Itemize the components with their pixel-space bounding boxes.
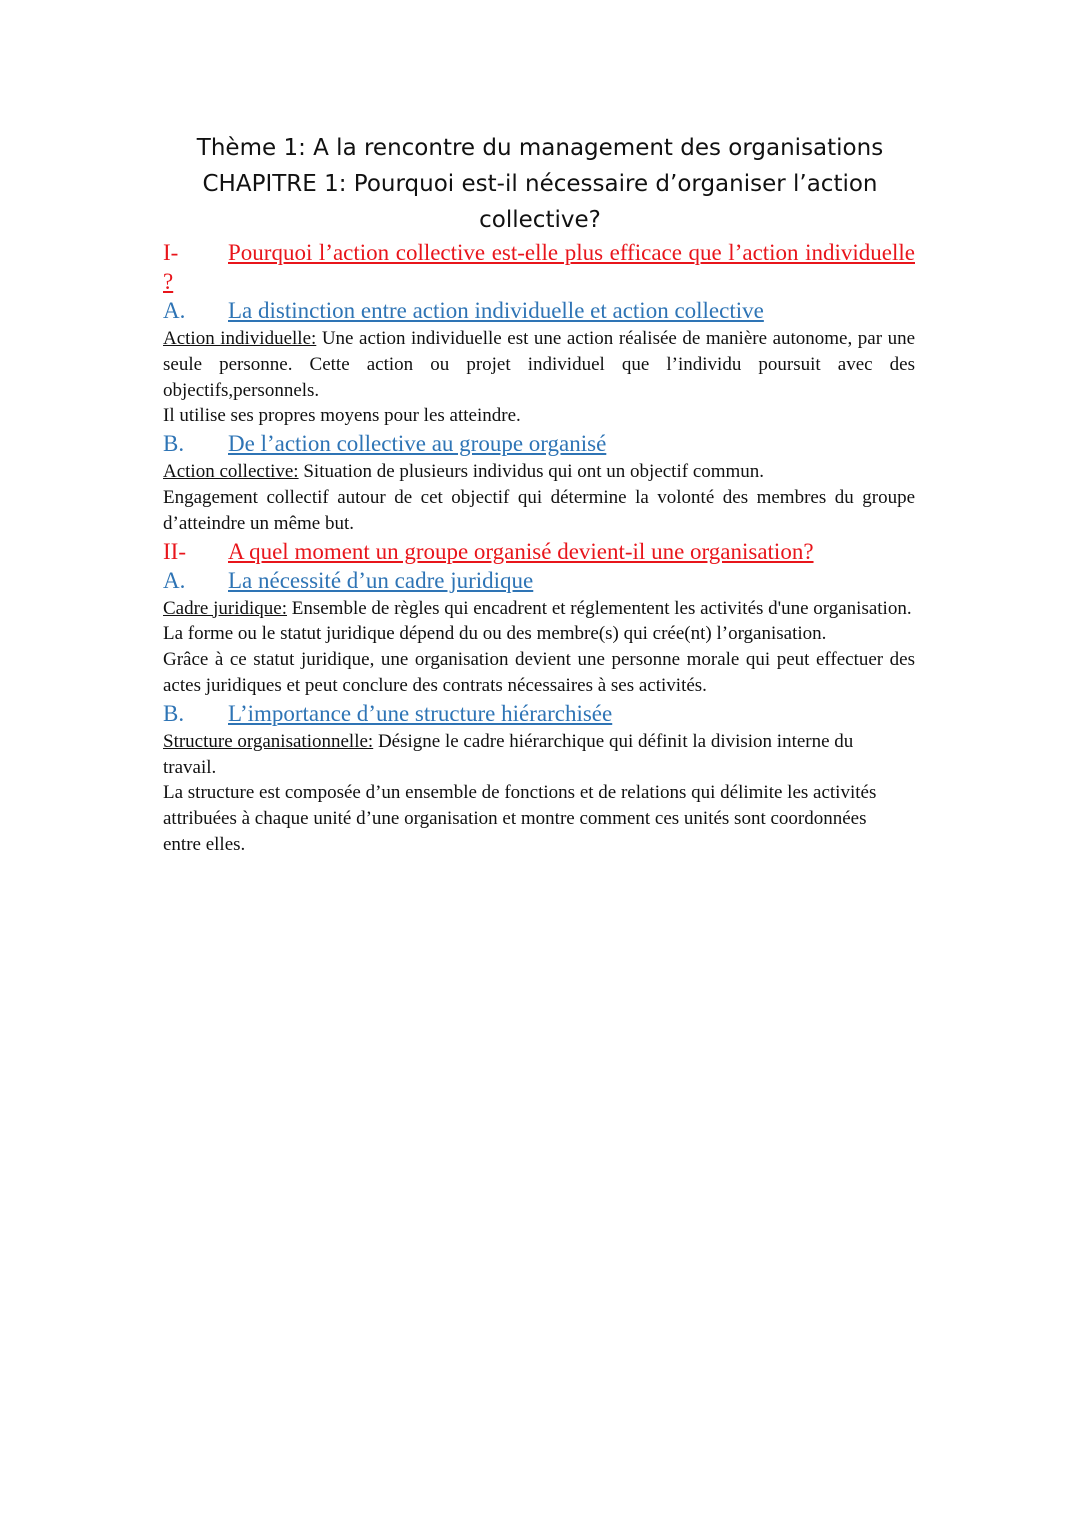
document-title (150, 130, 930, 238)
subsection-heading-2b (163, 699, 915, 729)
section-number: II- (163, 538, 186, 564)
section-title: A quel moment un groupe organisé devient-il une organisation? (228, 538, 814, 564)
paragraph: Engagement collectif autour de cet objectif qui détermine la volonté des membres du groupe d’atteindre un même but. (163, 486, 915, 534)
subsection-number: B. (163, 431, 185, 457)
section-heading-2 (163, 537, 875, 566)
subsection-title: La nécessité d’un cadre juridique (228, 567, 534, 593)
title-chapter-cont: collective? (479, 207, 601, 233)
subsection-heading-1a (163, 296, 915, 326)
definition-term: Structure organisationnelle: (163, 730, 374, 752)
subsection-title: L’importance d’une structure hiérarchisée (228, 700, 613, 726)
paragraph-definition (163, 596, 915, 622)
paragraph: Grâce à ce statut juridique, une organisation devient une personne morale qui peut effectuer des actes juridiques et peut conclure des contrats nécessaires à ses activités. (163, 649, 915, 696)
definition-text: Une action individuelle est une action réalisée de manière autonome, par une seule personne. Cette action ou projet individuel que l’individu poursuit avec des objectifs,personnels. (163, 328, 915, 401)
paragraph: Il utilise ses propres moyens pour les atteindre. (163, 405, 521, 427)
subsection-title: De l’action collective au groupe organisé (228, 431, 607, 457)
definition-text: Ensemble de règles qui encadrent et réglementent les activités d'une organisation. (287, 597, 912, 619)
section-heading-1 (163, 238, 915, 296)
subsection-title: La distinction entre action individuelle et action collective (228, 298, 764, 323)
document-content (163, 238, 915, 858)
section-title: Pourquoi l’action collective est-elle plus efficace que l’action individuelle ? (163, 240, 915, 294)
paragraph-definition (163, 326, 915, 403)
definition-text: Situation de plusieurs individus qui ont un objectif commun. (298, 461, 765, 483)
subsection-heading-1b (163, 429, 915, 459)
paragraph-definition (163, 459, 915, 485)
definition-term: Action individuelle: (163, 328, 317, 349)
subsection-number: B. (163, 700, 185, 726)
definition-text: Désigne le cadre hiérarchique qui définit la division interne du travail. (163, 730, 854, 778)
definition-term: Action collective: (163, 461, 299, 483)
definition-term: Cadre juridique: (163, 597, 287, 619)
subsection-heading-2a (163, 566, 915, 596)
title-theme: Thème 1: A la rencontre du management des organisations (196, 135, 884, 161)
subsection-number: A. (163, 298, 186, 323)
paragraph: La structure est composée d’un ensemble de fonctions et de relations qui délimite les activités attribuées à chaque unité d’une organisation et montre comment ces unités sont coordonnées entre elles. (163, 782, 877, 855)
title-chapter: CHAPITRE 1: Pourquoi est-il nécessaire d’organiser l’action (202, 171, 878, 197)
paragraph-definition (163, 729, 863, 781)
section-number: I- (163, 240, 179, 265)
paragraph: La forme ou le statut juridique dépend du ou des membre(s) qui crée(nt) l’organisation. (163, 623, 827, 645)
subsection-number: A. (163, 567, 186, 593)
